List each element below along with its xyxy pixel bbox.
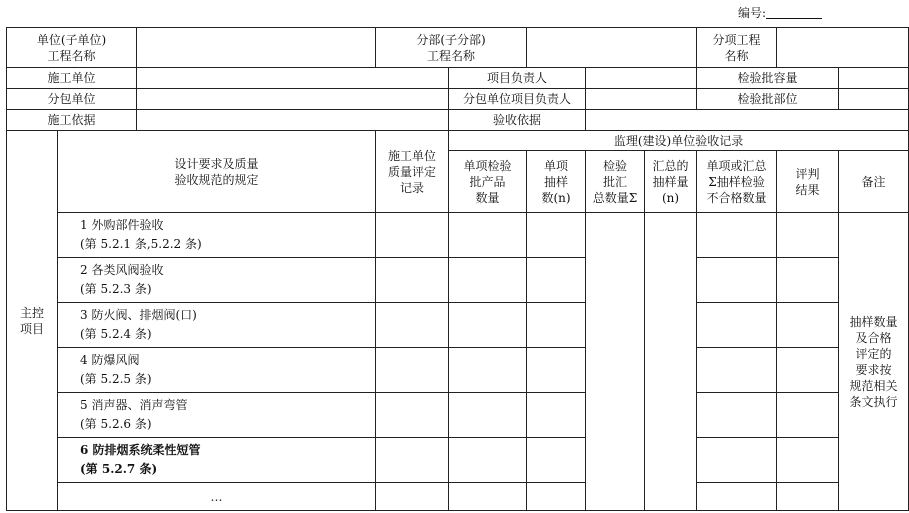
batch-location-value[interactable] bbox=[839, 89, 909, 110]
remarks-cell: 抽样数量 及合格 评定的 要求按 规范相关 条文执行 bbox=[839, 213, 909, 511]
nonconform-cell[interactable] bbox=[697, 303, 777, 348]
contractor-record-header: 施工单位 质量评定 记录 bbox=[376, 131, 449, 213]
subcontractor-label: 分包单位 bbox=[7, 89, 137, 110]
batch-location-label: 检验批部位 bbox=[697, 89, 839, 110]
single-qty-cell[interactable] bbox=[449, 303, 527, 348]
contractor-record-cell[interactable] bbox=[376, 213, 449, 258]
design-requirement-header: 设计要求及质量 验收规范的规定 bbox=[58, 131, 376, 213]
item-requirement: 6 防排烟系统柔性短管 (第 5.2.7 条) bbox=[58, 438, 376, 483]
judgement-cell[interactable] bbox=[777, 303, 839, 348]
acceptance-basis-label: 验收依据 bbox=[449, 110, 586, 131]
unit-name-label: 单位(子单位) 工程名称 bbox=[7, 28, 137, 68]
contractor-record-cell[interactable] bbox=[376, 393, 449, 438]
construction-basis-label: 施工依据 bbox=[7, 110, 137, 131]
item-requirement: 4 防爆风阀 (第 5.2.5 条) bbox=[58, 348, 376, 393]
single-sample-cell[interactable] bbox=[527, 303, 586, 348]
contractor-record-cell[interactable] bbox=[376, 348, 449, 393]
table-row bbox=[7, 438, 909, 483]
unit-name-value[interactable] bbox=[137, 28, 376, 68]
division-name-value[interactable] bbox=[527, 28, 697, 68]
single-sample-cell[interactable] bbox=[527, 258, 586, 303]
nonconform-cell[interactable] bbox=[697, 213, 777, 258]
single-qty-cell[interactable] bbox=[449, 438, 527, 483]
subitem-name-label: 分项工程 名称 bbox=[697, 28, 777, 68]
inspection-record-table bbox=[6, 27, 909, 511]
judgement-cell[interactable] bbox=[777, 438, 839, 483]
nonconform-header: 单项或汇总 Σ抽样检验 不合格数量 bbox=[697, 151, 777, 213]
contractor-record-cell[interactable] bbox=[376, 483, 449, 511]
single-qty-cell[interactable] bbox=[449, 483, 527, 511]
supervision-group-header: 监理(建设)单位验收记录 bbox=[449, 131, 909, 151]
remarks-header: 备注 bbox=[839, 151, 909, 213]
judgement-cell[interactable] bbox=[777, 348, 839, 393]
table-row bbox=[7, 393, 909, 438]
table-row bbox=[7, 348, 909, 393]
single-qty-cell[interactable] bbox=[449, 258, 527, 303]
item-requirement: 2 各类风阀验收 (第 5.2.3 条) bbox=[58, 258, 376, 303]
single-qty-cell[interactable] bbox=[449, 213, 527, 258]
judgement-cell[interactable] bbox=[777, 393, 839, 438]
judgement-cell[interactable] bbox=[777, 213, 839, 258]
single-qty-cell[interactable] bbox=[449, 393, 527, 438]
sub-project-manager-value[interactable] bbox=[586, 89, 697, 110]
nonconform-cell[interactable] bbox=[697, 483, 777, 511]
table-row bbox=[7, 483, 909, 511]
subcontractor-value[interactable] bbox=[137, 89, 449, 110]
judgement-cell[interactable] bbox=[777, 258, 839, 303]
sub-project-manager-label: 分包单位项目负责人 bbox=[449, 89, 586, 110]
contractor-value[interactable] bbox=[137, 68, 449, 89]
total-sample-header: 汇总的 抽样量 (n) bbox=[645, 151, 697, 213]
single-sample-cell[interactable] bbox=[527, 213, 586, 258]
single-sample-cell[interactable] bbox=[527, 483, 586, 511]
division-name-label: 分部(子分部) 工程名称 bbox=[376, 28, 527, 68]
batch-capacity-value[interactable] bbox=[839, 68, 909, 89]
form-number-label: 编号: bbox=[738, 6, 767, 20]
single-sample-cell[interactable] bbox=[527, 348, 586, 393]
table-row bbox=[7, 213, 909, 258]
item-requirement: 5 消声器、消声弯管 (第 5.2.6 条) bbox=[58, 393, 376, 438]
contractor-label: 施工单位 bbox=[7, 68, 137, 89]
form-number bbox=[738, 4, 822, 21]
construction-basis-value[interactable] bbox=[137, 110, 449, 131]
table-row bbox=[7, 258, 909, 303]
nonconform-cell[interactable] bbox=[697, 258, 777, 303]
single-sample-cell[interactable] bbox=[527, 438, 586, 483]
single-sample-cell[interactable] bbox=[527, 393, 586, 438]
judgement-cell[interactable] bbox=[777, 483, 839, 511]
contractor-record-cell[interactable] bbox=[376, 438, 449, 483]
table-row bbox=[7, 303, 909, 348]
main-control-label: 主控 项目 bbox=[7, 131, 58, 511]
judgement-header: 评判 结果 bbox=[777, 151, 839, 213]
acceptance-basis-value[interactable] bbox=[586, 110, 909, 131]
item-requirement: 1 外购部件验收 (第 5.2.1 条,5.2.2 条) bbox=[58, 213, 376, 258]
single-qty-header: 单项检验 批产品 数量 bbox=[449, 151, 527, 213]
subitem-name-value[interactable] bbox=[777, 28, 909, 68]
nonconform-cell[interactable] bbox=[697, 348, 777, 393]
form-number-field[interactable] bbox=[766, 6, 822, 19]
single-qty-cell[interactable] bbox=[449, 348, 527, 393]
batch-total-header: 检验 批汇 总数量Σ bbox=[586, 151, 645, 213]
contractor-record-cell[interactable] bbox=[376, 258, 449, 303]
ellipsis-cell: … bbox=[58, 483, 376, 511]
nonconform-cell[interactable] bbox=[697, 438, 777, 483]
project-manager-label: 项目负责人 bbox=[449, 68, 586, 89]
nonconform-cell[interactable] bbox=[697, 393, 777, 438]
project-manager-value[interactable] bbox=[586, 68, 697, 89]
item-requirement: 3 防火阀、排烟阀(口) (第 5.2.4 条) bbox=[58, 303, 376, 348]
total-sample-cell[interactable] bbox=[645, 213, 697, 511]
batch-total-cell[interactable] bbox=[586, 213, 645, 511]
batch-capacity-label: 检验批容量 bbox=[697, 68, 839, 89]
contractor-record-cell[interactable] bbox=[376, 303, 449, 348]
single-sample-header: 单项 抽样 数(n) bbox=[527, 151, 586, 213]
